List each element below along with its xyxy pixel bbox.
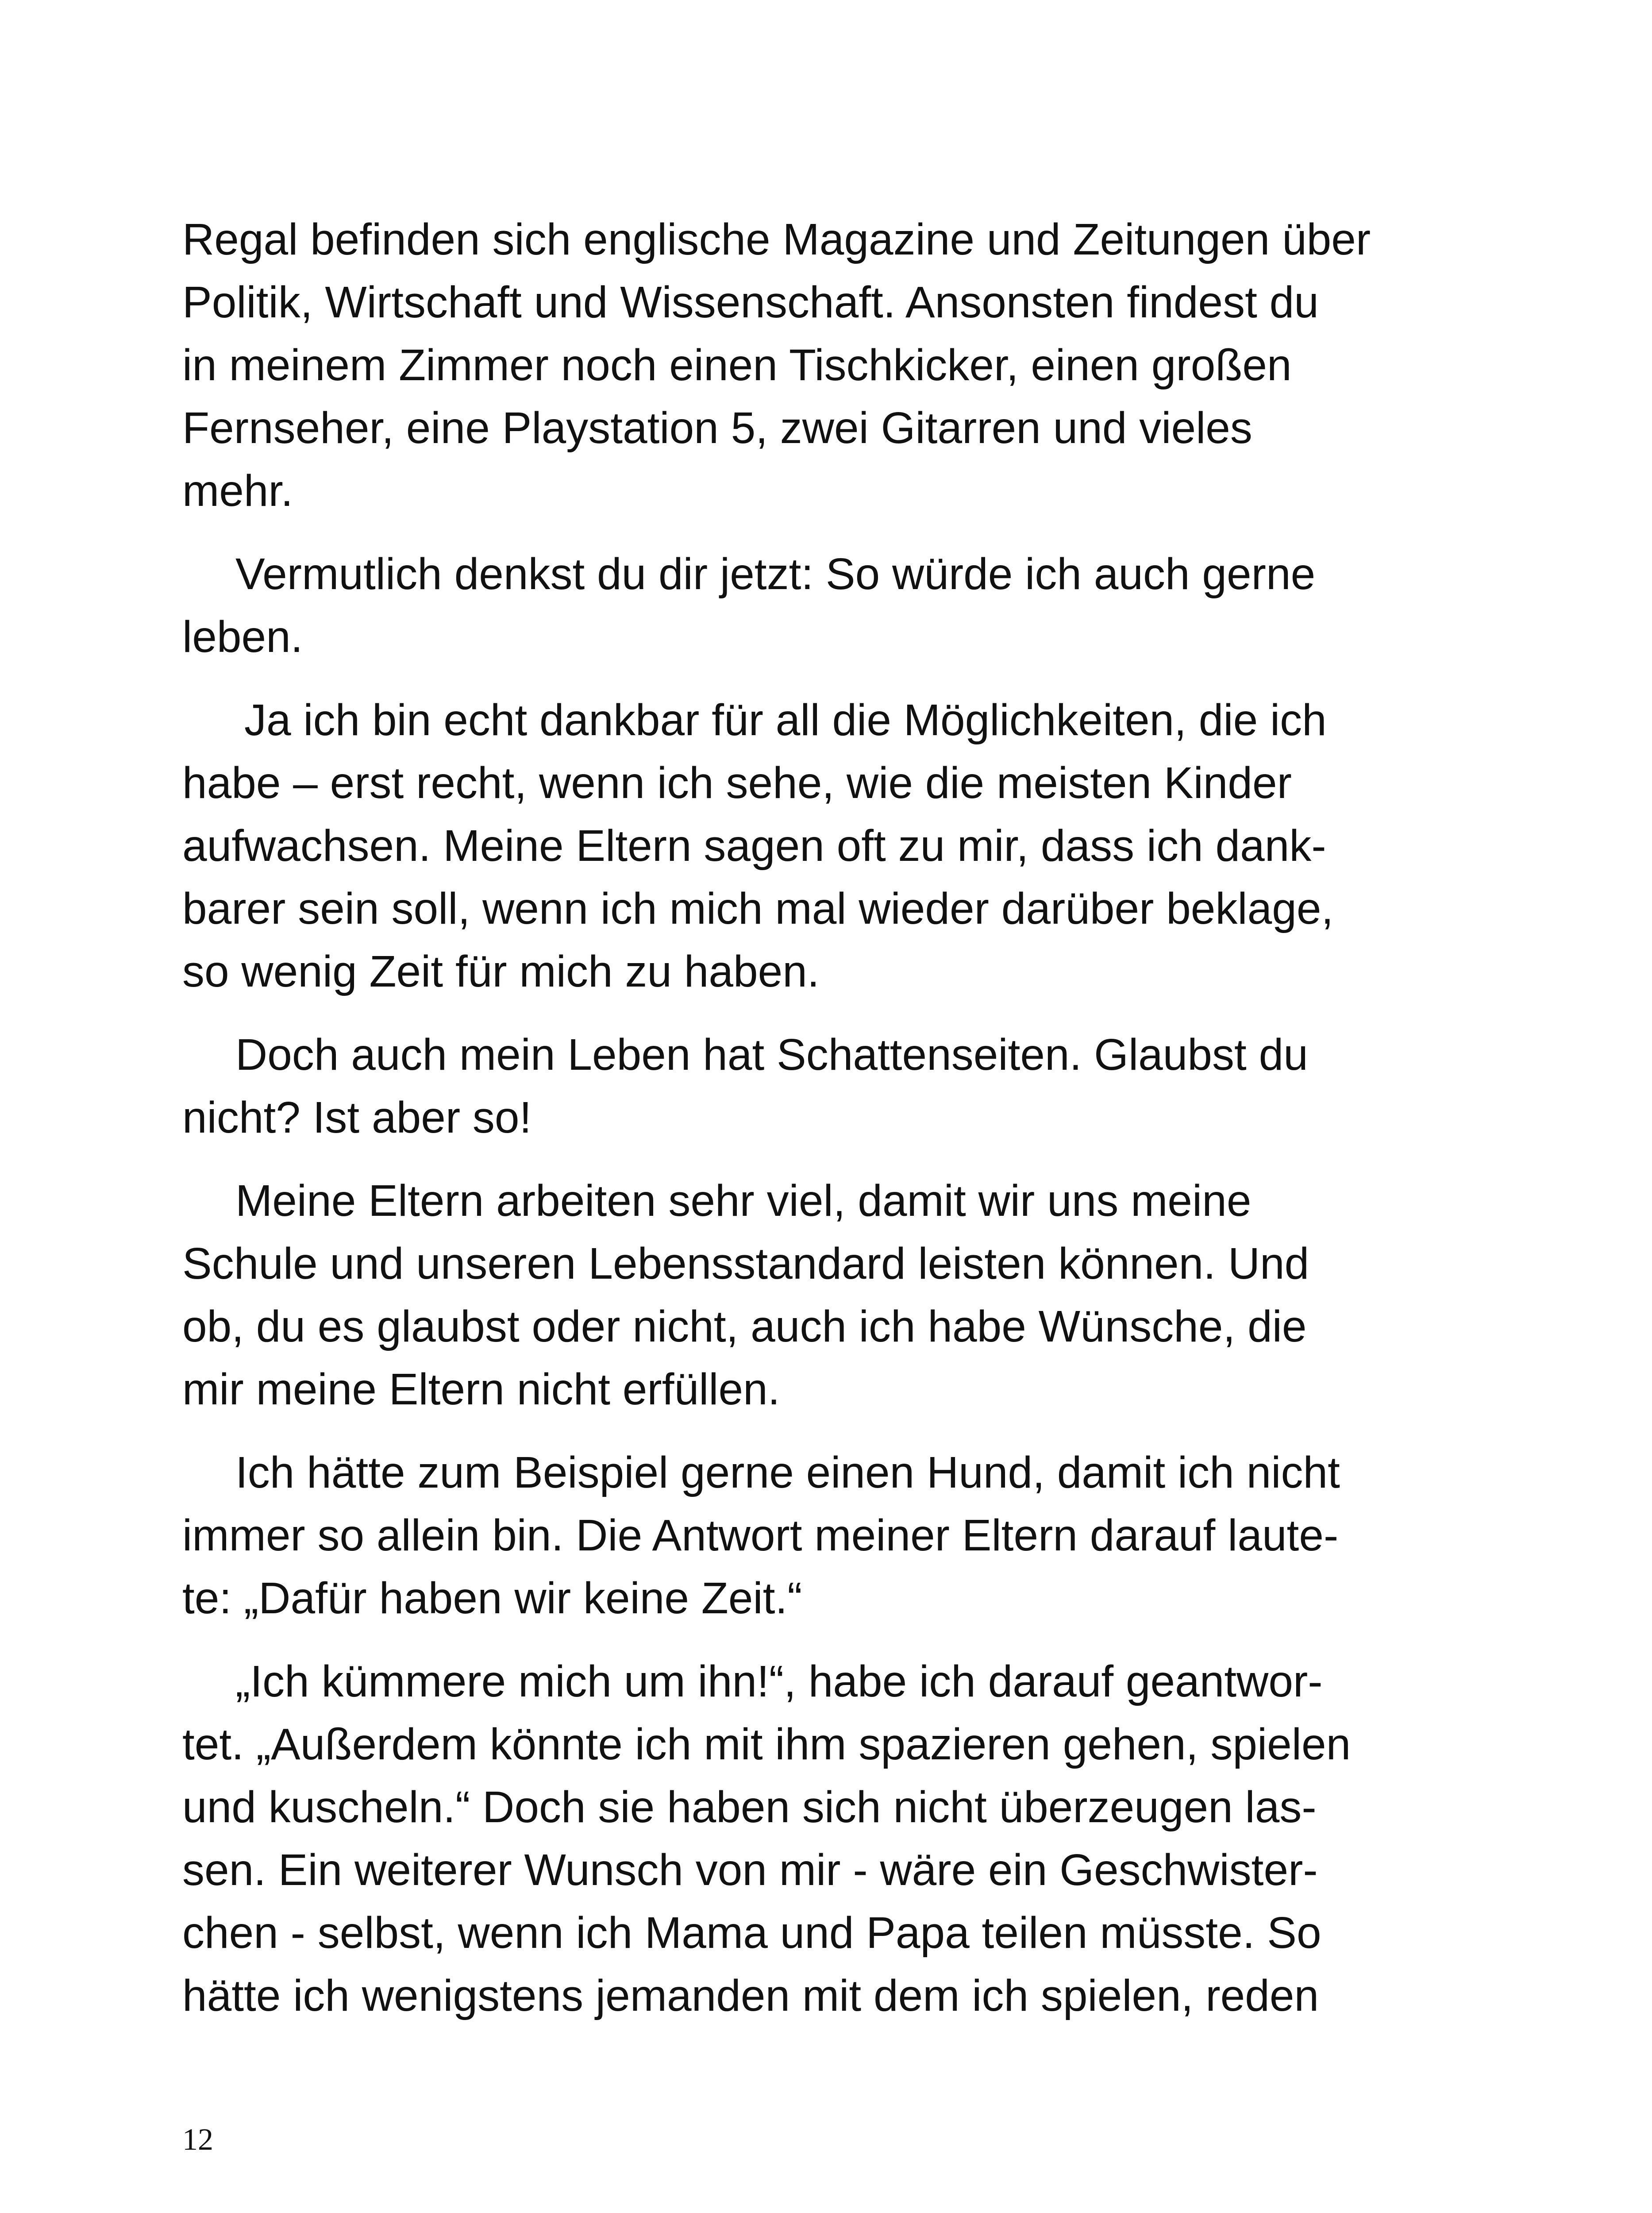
paragraph-2: Vermutlich denkst du dir jetzt: So würde ich auch gerne leben. [182,549,1316,662]
paragraph-1: Regal befinden sich englische Magazine und Zeitungen über Politik, Wirtschaft und Wissenschaft. Ansonsten findest du in meinem Zimmer noch einen Tischkicker, einen großen Fernseher, eine Playstation 5, zwei Gitarren und vieles mehr. [182,215,1371,516]
paragraph-6: Ich hätte zum Beispiel gerne einen Hund, damit ich nicht immer so allein bin. Die Antwort meiner Eltern darauf laute- te: „Dafür haben wir keine Zeit.“ [182,1448,1340,1623]
paragraph-5: Meine Eltern arbeiten sehr viel, damit wir uns meine Schule und unseren Lebensstandard leisten können. Und ob, du es glaubst oder nicht, auch ich habe Wünsche, die mir meine Eltern nicht erfüllen. [182,1176,1309,1414]
paragraph-7: „Ich kümmere mich um ihn!“, habe ich darauf geantwor- tet. „Außerdem könnte ich mit ihm spazieren gehen, spielen und kuscheln.“ Doch sie haben sich nicht überzeugen las- sen. Ein weiterer Wunsch von mir - wäre ein Geschwister- chen - selbst, wenn ich Mama und Papa teilen müsste. So hätte ich wenigstens jemanden mit dem ich spielen, reden [182,1657,1351,2020]
body-text [182,208,1466,2047]
paragraph-4: Doch auch mein Leben hat Schattenseiten. Glaubst du nicht? Ist aber so! [182,1030,1308,1142]
page-number: 12 [182,2123,213,2157]
paragraph-3: Ja ich bin echt dankbar für all die Möglichkeiten, die ich habe – erst recht, wenn ich sehe, wie die meisten Kinder aufwachsen. Meine Eltern sagen oft zu mir, dass ich dank- barer sein soll, wenn ich mich mal wieder darüber beklage, so wenig Zeit für mich zu haben. [182,695,1334,996]
